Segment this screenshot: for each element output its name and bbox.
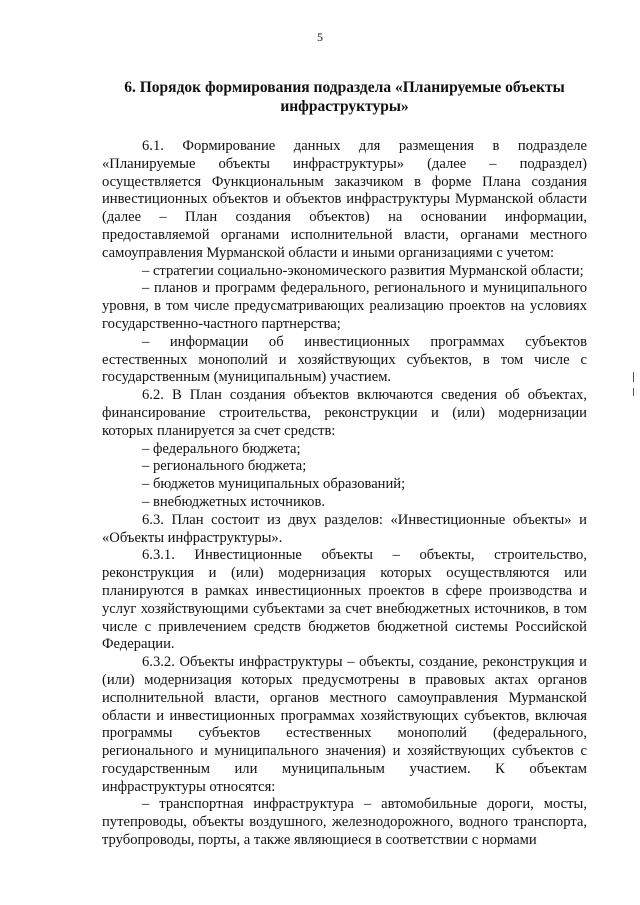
page-number: 5 xyxy=(317,30,323,44)
list-item: – информации об инвестиционных программах субъектов естественных монополий и хозяйствующих субъектов, в том числе с государственным (муниципальным) участием. xyxy=(102,333,587,386)
list-item: – бюджетов муниципальных образований; xyxy=(142,476,406,493)
section-heading: 6. Порядок формирования подраздела «Планируемые объекты инфраструктуры» xyxy=(124,79,565,115)
paragraph: 6.3.2. Объекты инфраструктуры – объекты, создание, реконструкция и (или) модернизация которых предусмотрены в правовых актах органов исполнительной власти, органов местного самоуправления Мурманской области и инвестиционных программах хозяйствующих субъектов, включая программы субъектов естественных монополий (федерального, регионального и муниципального значения) и хозяйствующих субъектов с государственным или муниципальным участием. К объектам инфраструктуры относятся: xyxy=(102,654,587,795)
scan-edge-mark xyxy=(633,372,634,382)
paragraph: 6.3. План состоит из двух разделов: «Инвестиционные объекты» и «Объекты инфраструктуры». xyxy=(102,511,587,546)
paragraph: 6.3.1. Инвестиционные объекты – объекты, строительство, реконструкция и (или) модернизация которых осуществляются или планируются в рамках инвестиционных проектов в сфере производства и услуг хозяйствующими субъектами за счет внебюджетных источников, в том числе с привлечением средств бюджетов бюджетной системы Российской Федерации. xyxy=(102,547,587,653)
list-item: – транспортная инфраструктура – автомобильные дороги, мосты, путепроводы, объекты воздушного, железнодорожного, водного транспорта, трубопроводы, порты, а также являющиеся в соответствии с нормами xyxy=(102,796,587,849)
paragraph: 6.2. В План создания объектов включаются сведения об объектах, финансирование строительства, реконструкции и (или) модернизации которых планируется за счет средств: xyxy=(102,387,587,439)
document-body xyxy=(102,138,587,850)
list-item: – федерального бюджета; xyxy=(142,440,301,457)
list-item: – регионального бюджета; xyxy=(142,458,307,475)
list-item: – планов и программ федерального, регионального и муниципального уровня, в том числе предусматривающих реализацию проектов на условиях государственно-частного партнерства; xyxy=(102,280,587,332)
list-item: – стратегии социально-экономического развития Мурманской области; xyxy=(142,262,584,279)
paragraph: 6.1. Формирование данных для размещения в подразделе «Планируемые объекты инфраструктуры» (далее – подраздел) осуществляется Функциональным заказчиком в форме Плана создания инвестиционных объектов и объектов инфраструктуры Мурманской области (далее – План создания объектов) на основании информации, предоставляемой органами исполнительной власти, органами местного самоуправления Мурманской области и иными организациями с учетом: xyxy=(102,138,587,261)
list-item: – внебюджетных источников. xyxy=(142,493,325,510)
scan-edge-mark xyxy=(633,388,634,396)
